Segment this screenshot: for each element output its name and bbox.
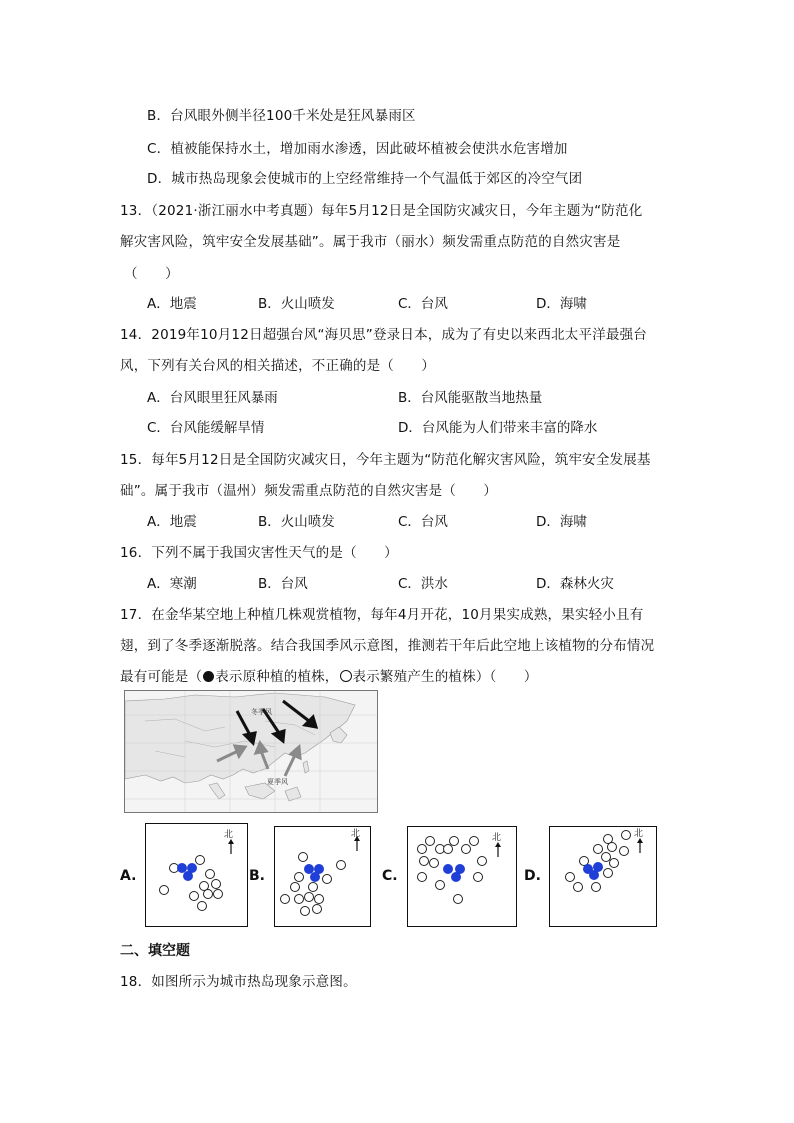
q14-option-c: C．台风能缓解旱情 bbox=[147, 420, 265, 436]
north-label: 北 bbox=[634, 829, 644, 839]
summer-monsoon-label: 夏季风 bbox=[267, 778, 288, 786]
q15-option-b: B．火山喷发 bbox=[258, 514, 335, 530]
q14-stem-line1: 14．2019年10月12日超强台风“海贝思”登录日本，成为了有史以来西北太平洋最强台 bbox=[120, 327, 647, 343]
q14-stem-line2: 风，下列有关台风的相关描述，不正确的是（ ） bbox=[120, 358, 436, 374]
option-c-label: C. bbox=[382, 868, 398, 884]
q17-stem-line3 bbox=[120, 665, 538, 685]
option-a-panel bbox=[145, 823, 248, 927]
option-c-panel bbox=[407, 826, 517, 927]
north-label: 北 bbox=[224, 830, 234, 840]
q13-option-b: B．火山喷发 bbox=[258, 296, 335, 312]
winter-monsoon-label: 冬季风 bbox=[251, 708, 272, 716]
option-a-label: A. bbox=[120, 868, 137, 884]
q17-line3-part1: 最有可能是（ bbox=[120, 669, 203, 685]
option-b-panel bbox=[274, 826, 371, 927]
q15-option-a: A．地震 bbox=[147, 514, 197, 530]
q17-line3-part3: 表示繁殖产生的植株）（ ） bbox=[352, 669, 538, 685]
q14-option-a: A．台风眼里狂风暴雨 bbox=[147, 390, 278, 406]
option-b-diagram bbox=[275, 827, 370, 926]
north-label: 北 bbox=[351, 829, 361, 839]
q15-stem-line1: 15．每年5月12日是全国防灾减灾日，今年主题为“防范化解灾害风险，筑牢安全发展基 bbox=[120, 452, 651, 468]
q13-option-a: A．地震 bbox=[147, 296, 197, 312]
filled-circle-icon bbox=[203, 671, 214, 682]
north-label: 北 bbox=[492, 833, 502, 843]
q12-option-d: D．城市热岛现象会使城市的上空经常维持一个气温低于郊区的冷空气团 bbox=[147, 171, 583, 187]
q14-option-d: D．台风能为人们带来丰富的降水 bbox=[398, 420, 598, 436]
q16-option-a: A．寒潮 bbox=[147, 576, 197, 592]
q15-option-d: D．海啸 bbox=[536, 514, 587, 530]
q13-answer-blank: （ ） bbox=[124, 266, 179, 282]
q14-option-b: B．台风能驱散当地热量 bbox=[398, 390, 543, 406]
q17-stem-line1: 17．在金华某空地上种植几株观赏植物，每年4月开花，10月果实成熟，果实轻小且有 bbox=[120, 607, 644, 623]
q13-option-c: C．台风 bbox=[398, 296, 448, 312]
q17-line3-part2: 表示原种植的植株， bbox=[215, 669, 339, 685]
option-b-label: B. bbox=[249, 868, 265, 884]
open-circle-icon bbox=[340, 670, 352, 682]
q16-option-d: D．森林火灾 bbox=[536, 576, 614, 592]
q13-stem-line1: 13．（2021·浙江丽水中考真题）每年5月12日是全国防灾减灾日，今年主题为“防范化 bbox=[120, 203, 643, 219]
monsoon-map bbox=[124, 690, 378, 813]
q12-option-b: B．台风眼外侧半径100千米处是狂风暴雨区 bbox=[147, 108, 416, 124]
q12-option-c: C．植被能保持水土，增加雨水渗透，因此破坏植被会使洪水危害增加 bbox=[147, 141, 568, 157]
q16-stem: 16．下列不属于我国灾害性天气的是（ ） bbox=[120, 545, 398, 561]
option-d-panel bbox=[549, 826, 657, 927]
q18-stem: 18．如图所示为城市热岛现象示意图。 bbox=[120, 974, 357, 990]
option-d-diagram bbox=[550, 827, 656, 926]
q16-option-c: C．洪水 bbox=[398, 576, 448, 592]
section-title: 二、填空题 bbox=[120, 943, 190, 959]
q17-stem-line2: 翅，到了冬季逐渐脱落。结合我国季风示意图，推测若干年后此空地上该植物的分布情况 bbox=[120, 638, 655, 654]
q15-stem-line2: 础”。属于我市（温州）频发需重点防范的自然灾害是（ ） bbox=[120, 483, 498, 499]
option-d-label: D. bbox=[524, 868, 541, 884]
q13-option-d: D．海啸 bbox=[536, 296, 587, 312]
q13-stem-line2: 解灾害风险，筑牢安全发展基础”。属于我市（丽水）频发需重点防范的自然灾害是 bbox=[120, 234, 621, 250]
q15-option-c: C．台风 bbox=[398, 514, 448, 530]
q16-option-b: B．台风 bbox=[258, 576, 308, 592]
